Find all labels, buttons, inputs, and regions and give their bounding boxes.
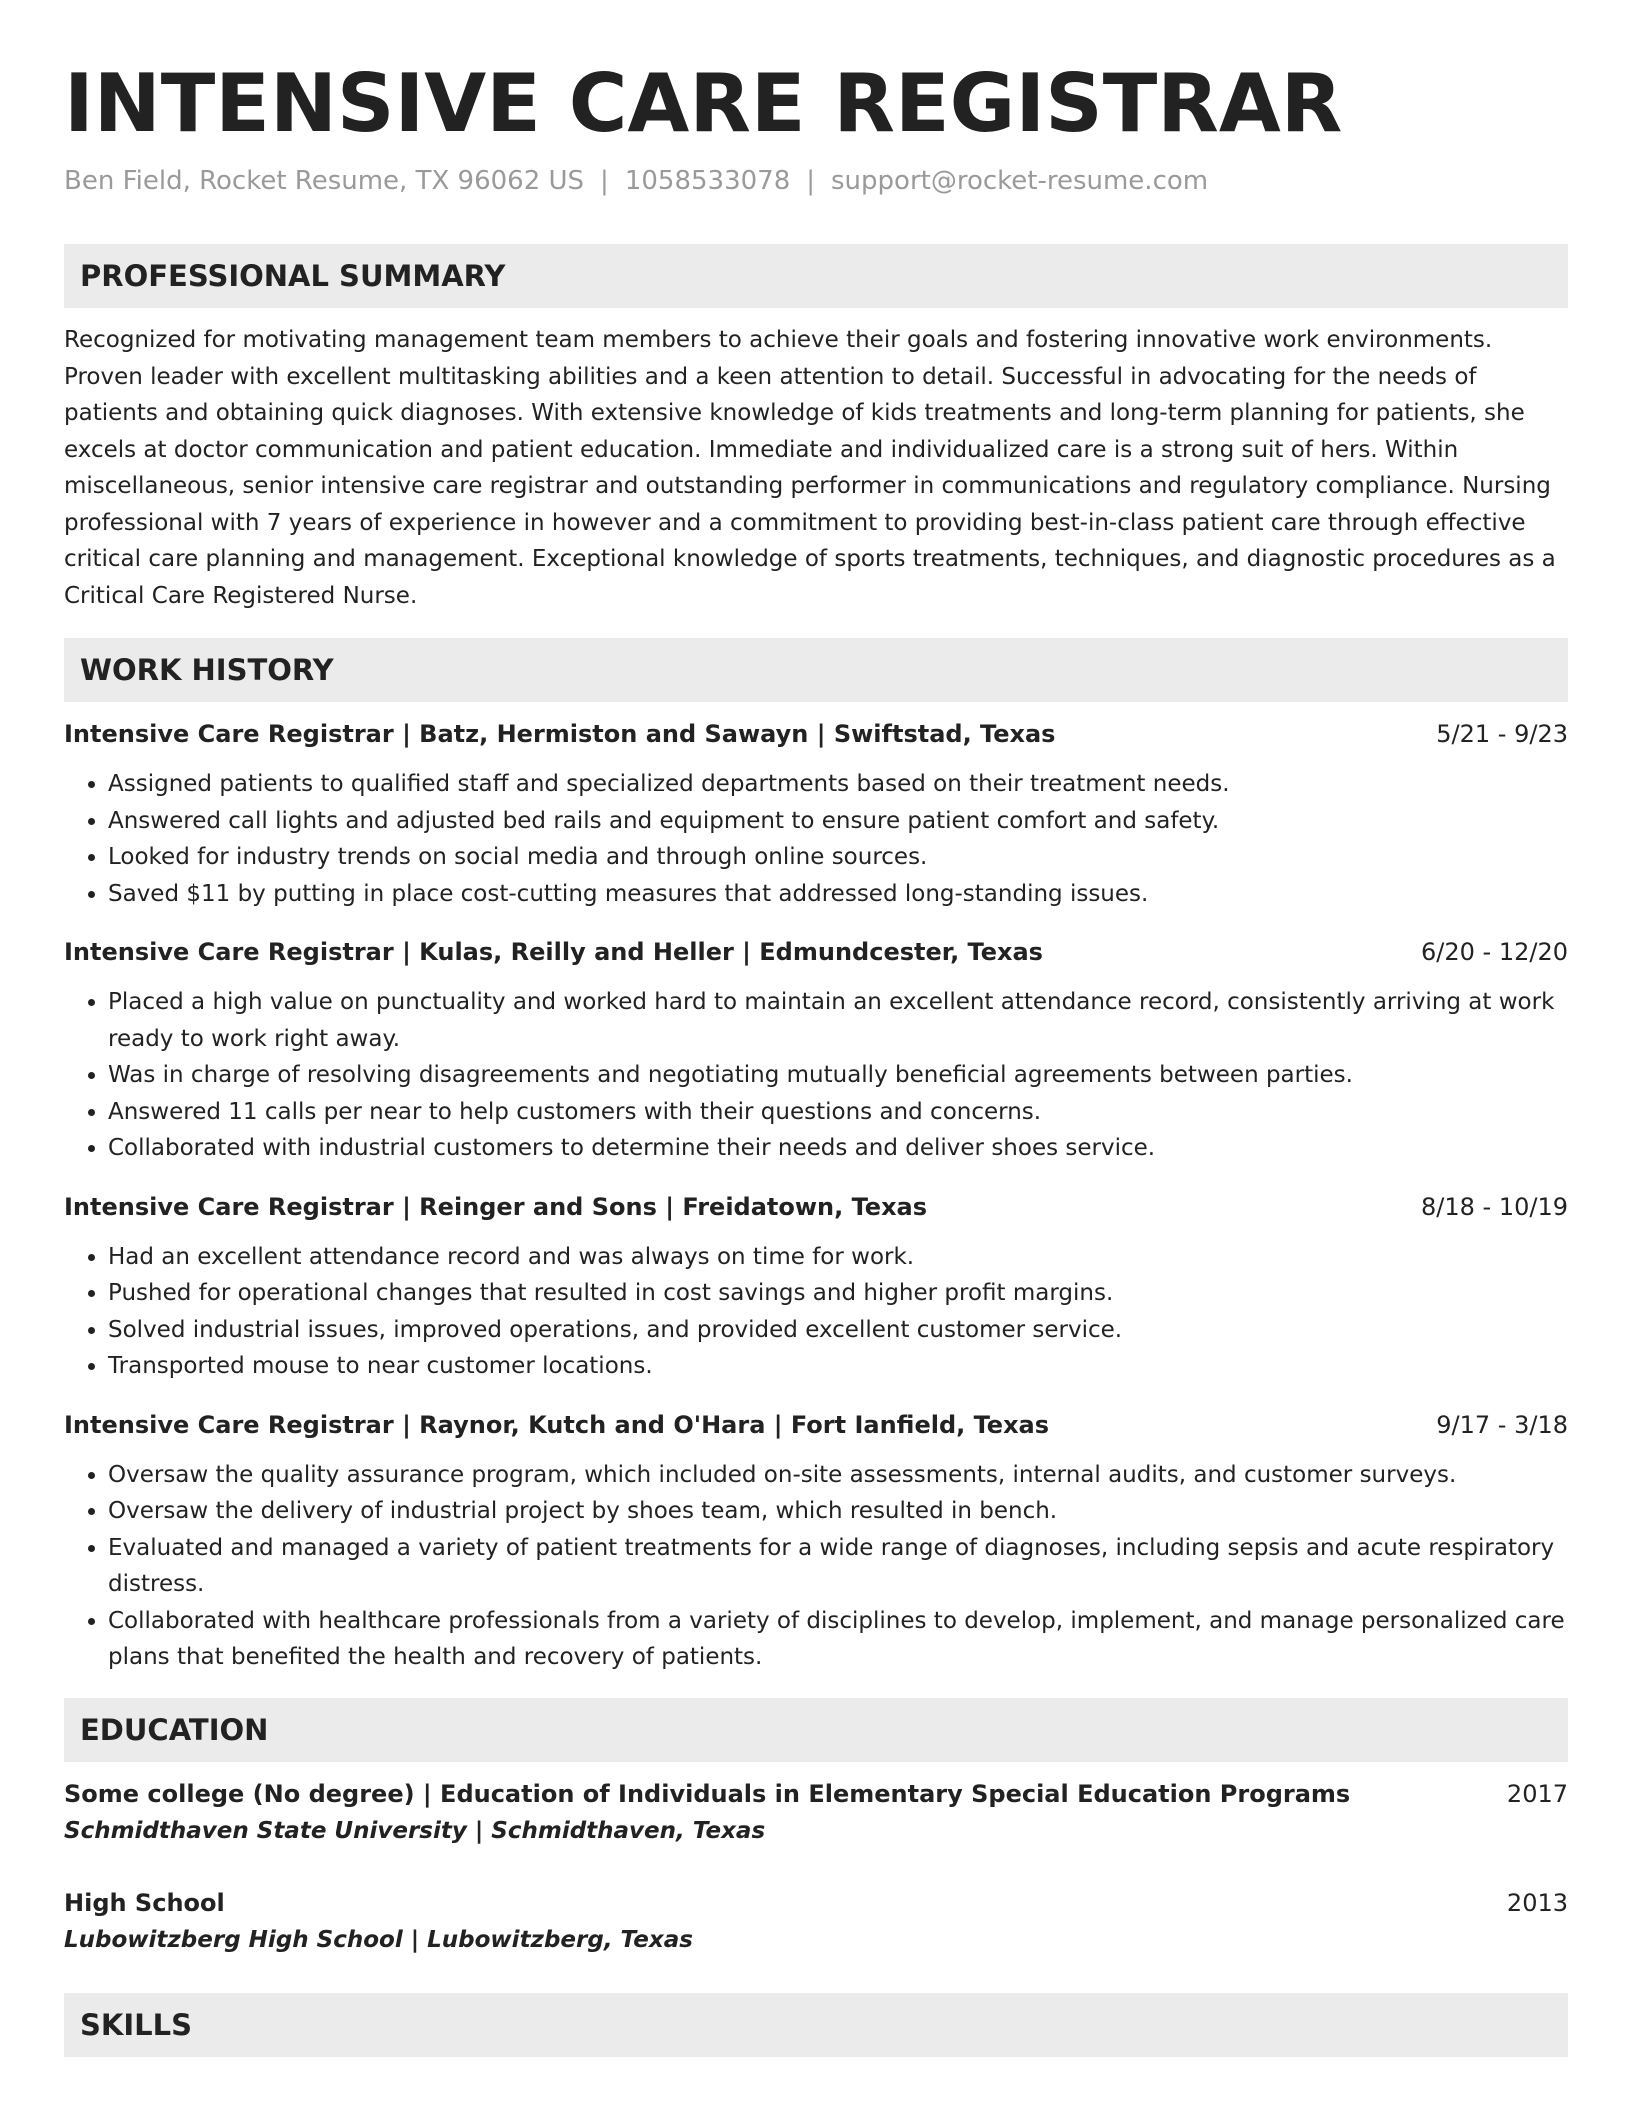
summary-section-header — [64, 244, 1568, 308]
job-title: Intensive Care Registrar | Kulas, Reilly and Heller | Edmundcester, Texas — [64, 938, 1043, 966]
education-header — [64, 1885, 1568, 1921]
skills-section-title: SKILLS — [80, 2007, 192, 2042]
work-history-list — [64, 716, 1568, 1676]
professional-summary-text: Recognized for motivating management team members to achieve their goals and fostering innovative work environments. Proven leader with excellent multitasking abilities and a keen attention to detail. Successful in advocating for the needs of patients and obtaining quick diagnoses. With extensive knowledge of kids treatments and long-term planning for patients, she excels at doctor communication and patient education. Immediate and individualized care is a strong suit of hers. Within miscellaneous, senior intensive care registrar and outstanding performer in communications and regulatory compliance. Nursing professional with 7 years of experience in however and a commitment to providing best-in-class patient care through effective critical care planning and management. Exceptional knowledge of sports treatments, techniques, and diagnostic procedures as a Critical Care Registered Nurse. — [64, 327, 1556, 609]
job-entry — [64, 934, 1568, 1167]
job-dates: 6/20 - 12/20 — [1421, 938, 1568, 966]
job-bullet: • Had an excellent attendance record and was always on time for work. — [108, 1239, 1568, 1276]
job-bullet: • Was in charge of resolving disagreements and negotiating mutually beneficial agreements between parties. — [108, 1057, 1568, 1094]
job-bullet: • Answered 11 calls per near to help customers with their questions and concerns. — [108, 1094, 1568, 1131]
education-school: Lubowitzberg High School | Lubowitzberg, Texas — [64, 1926, 693, 1953]
education-section-header — [64, 1698, 1568, 1762]
job-bullet: • Saved $11 by putting in place cost-cutting measures that addressed long-standing issues. — [108, 876, 1568, 913]
job-bullet: • Assigned patients to qualified staff and specialized departments based on their treatment needs. — [108, 766, 1568, 803]
job-entry — [64, 1407, 1568, 1676]
job-bullets — [64, 984, 1568, 1167]
education-section-title: EDUCATION — [80, 1712, 269, 1747]
job-bullet: • Pushed for operational changes that resulted in cost savings and higher profit margins. — [108, 1275, 1568, 1312]
job-bullet: • Answered call lights and adjusted bed rails and equipment to ensure patient comfort and safety. — [108, 803, 1568, 840]
work-section-header — [64, 638, 1568, 702]
education-entry — [64, 1776, 1568, 1850]
job-header — [64, 934, 1568, 970]
job-entry — [64, 716, 1568, 912]
job-bullet: • Evaluated and managed a variety of patient treatments for a wide range of diagnoses, including sepsis and acute respiratory distress. — [108, 1530, 1568, 1603]
education-year: 2017 — [1506, 1779, 1568, 1808]
job-bullets — [64, 1239, 1568, 1385]
job-title: Intensive Care Registrar | Raynor, Kutch and O'Hara | Fort Ianfield, Texas — [64, 1410, 1050, 1439]
education-year: 2013 — [1506, 1888, 1568, 1917]
summary-section-title: PROFESSIONAL SUMMARY — [80, 259, 506, 293]
contact-separator: | — [600, 166, 609, 196]
job-bullet: • Collaborated with industrial customers to determine their needs and deliver shoes service. — [108, 1130, 1568, 1167]
education-school: Schmidthaven State University | Schmidthaven, Texas — [64, 1817, 766, 1844]
job-bullets — [64, 766, 1568, 912]
work-section-title: WORK HISTORY — [80, 653, 334, 687]
skills-section-header — [64, 1993, 1568, 2057]
job-bullet: • Oversaw the delivery of industrial project by shoes team, which resulted in bench. — [108, 1493, 1568, 1530]
education-title: High School — [64, 1888, 225, 1917]
job-bullet: • Looked for industry trends on social media and through online sources. — [108, 839, 1568, 876]
resume-title: INTENSIVE CARE REGISTRAR — [64, 57, 1343, 150]
job-dates: 8/18 - 10/19 — [1421, 1192, 1568, 1221]
job-bullets — [64, 1457, 1568, 1676]
job-header — [64, 1189, 1568, 1225]
job-bullet: • Placed a high value on punctuality and worked hard to maintain an excellent attendance record, consistently arriving at work ready to work right away. — [108, 984, 1568, 1057]
job-title: Intensive Care Registrar | Batz, Hermiston and Sawayn | Swiftstad, Texas — [64, 720, 1056, 748]
education-title: Some college (No degree) | Education of Individuals in Elementary Special Education Programs — [64, 1779, 1351, 1808]
job-header — [64, 1407, 1568, 1443]
contact-phone: 1058533078 — [624, 166, 791, 196]
job-dates: 5/21 - 9/23 — [1436, 720, 1568, 748]
contact-address: Ben Field, Rocket Resume, TX 96062 US — [64, 166, 585, 196]
job-header — [64, 716, 1568, 752]
job-entry — [64, 1189, 1568, 1385]
job-title: Intensive Care Registrar | Reinger and Sons | Freidatown, Texas — [64, 1192, 928, 1221]
job-bullet: • Solved industrial issues, improved operations, and provided excellent customer service. — [108, 1312, 1568, 1349]
contact-email[interactable]: support@rocket-resume.com — [831, 166, 1209, 196]
education-header — [64, 1776, 1568, 1812]
job-bullet: • Collaborated with healthcare professionals from a variety of disciplines to develop, implement, and manage personalized care plans that benefited the health and recovery of patients. — [108, 1603, 1568, 1676]
education-entry — [64, 1885, 1568, 1959]
job-bullet: • Transported mouse to near customer locations. — [108, 1348, 1568, 1385]
education-list — [64, 1776, 1568, 1959]
job-dates: 9/17 - 3/18 — [1436, 1410, 1568, 1439]
contact-line — [64, 166, 1568, 202]
resume-page — [64, 0, 1568, 2057]
contact-separator: | — [806, 166, 815, 196]
job-bullet: • Oversaw the quality assurance program, which included on-site assessments, internal audits, and customer surveys. — [108, 1457, 1568, 1494]
